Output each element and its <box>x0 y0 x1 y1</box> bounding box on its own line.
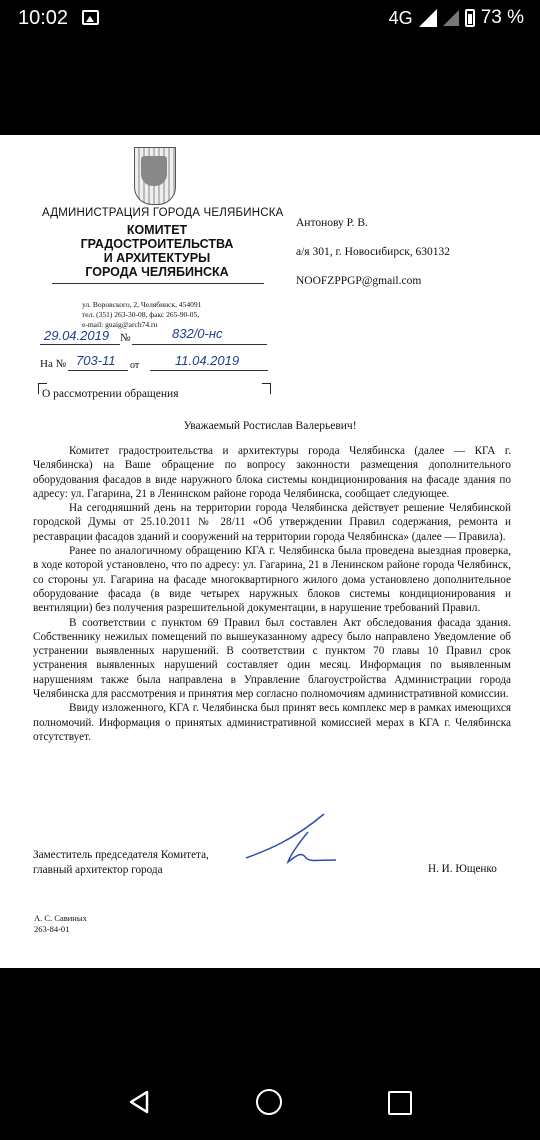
addressee-email: NOOFZPPGP@gmail.com <box>296 275 422 287</box>
form-line <box>40 344 120 345</box>
header-divider <box>52 283 264 284</box>
signal-icon <box>419 9 437 27</box>
battery-level: 73 % <box>480 7 524 28</box>
committee-line: КОМИТЕТ <box>126 223 188 237</box>
body-paragraph: На сегодняшний день на территории города Челябинска действует решение Челябинской городской Думы от 25.10.2011 № 28/11 «Об утверждении Правил содержания, ремонта и реставрации фасадов зданий и сооружений на территории города Челябинска» (далее — Правила). <box>33 502 511 543</box>
body-paragraph: Комитет градостроительства и архитектуры города Челябинска (далее — КГА г. Челябинска) на Ваше обращение по вопросу законности размещения дополнительного оборудования фасадов в виде наружного блока системы кондиционирования на фасаде здания по адресу: ул. Гагарина, 21 в Ленинском районе города Челябинска, сообщает следующее. <box>33 445 511 500</box>
status-time: 10:02 <box>18 7 69 29</box>
registration-date: 29.04.2019 <box>44 328 110 343</box>
coat-of-arms-icon <box>134 147 176 205</box>
administration-title: АДМИНИСТРАЦИЯ ГОРОДА ЧЕЛЯБИНСКА <box>42 207 284 219</box>
committee-line: ГОРОДА ЧЕЛЯБИНСКА <box>85 265 229 279</box>
executor-info <box>34 913 87 935</box>
reference-number: 703-11 <box>76 353 116 368</box>
number-sign: № <box>120 332 131 344</box>
signer-name: Н. И. Ющенко <box>428 863 497 875</box>
battery-icon <box>465 9 475 27</box>
committee-title <box>62 223 252 279</box>
addressee-address: а/я 301, г. Новосибирск, 630132 <box>296 246 451 258</box>
addressee-block <box>296 209 450 296</box>
committee-line: ГРАДОСТРОИТЕЛЬСТВА <box>80 237 234 251</box>
signer-title <box>33 848 209 877</box>
contact-line: e-mail: guaig@arch74.ru <box>82 320 158 329</box>
image-icon <box>82 10 99 25</box>
reference-label: На № <box>40 358 67 370</box>
executor-name: А. С. Савиных <box>34 913 87 923</box>
body-paragraph: Ввиду изложенного, КГА г. Челябинска был принят весь комплекс мер в рамках имеющихся полномочий. Информация о принятых административной комиссией мерах в КГА г. Челябинска отсутствует. <box>33 702 511 743</box>
letter-body <box>33 444 511 744</box>
signer-title-line: главный архитектор города <box>33 863 163 876</box>
reference-date: 11.04.2019 <box>175 353 240 368</box>
body-paragraph: Ранее по аналогичному обращению КГА г. Челябинска была проведена выездная проверка, в ходе которой установлено, что по адресу: ул. Гагарина, 21 в Ленинском районе города Челябинск, со стороны ул. Гагарина на фасаде многоквартирного жилого дома установлено дополнительное оборудование фасада (в виде четырех наружных блоков системы кондиционирования и вентиляции) без получения разрешительной документации, в нарушение требований Правил. <box>33 545 511 615</box>
form-line <box>132 344 267 345</box>
registration-number: 832/0-нс <box>172 326 223 341</box>
home-icon[interactable] <box>256 1089 282 1115</box>
contact-line: тел. (351) 263-30-08, факс 265-90-05, <box>82 310 200 319</box>
navigation-bar <box>0 1062 540 1140</box>
form-line <box>150 370 268 371</box>
form-line <box>68 370 128 371</box>
back-icon[interactable] <box>128 1090 150 1114</box>
signal-icon <box>443 10 459 26</box>
addressee-name: Антонову Р. В. <box>296 217 368 229</box>
letter-image[interactable] <box>0 135 540 968</box>
contact-line: ул. Воровского, 2, Челябинск, 454091 <box>82 300 202 309</box>
executor-phone: 263-84-01 <box>34 924 70 934</box>
reference-from-label: от <box>130 360 140 371</box>
body-paragraph: В соответствии с пунктом 69 Правил был составлен Акт обследования фасада здания. Собственнику нежилых помещений по вышеуказанному адресу было направлено Уведомление об устранении выявленных нарушений. В соответствии с пунктом 70 главы 10 Правил срок устранения выявленных нарушений составляет один месяц. Информация по выявленным нарушениям также была направлена в Управление благоустройства Администрации города Челябинска для рассмотрения и принятия мер согласно полномочиям административной комиссии. <box>33 616 511 701</box>
subject-bracket <box>262 383 271 394</box>
recent-apps-icon[interactable] <box>388 1091 412 1115</box>
greeting: Уважаемый Ростислав Валерьевич! <box>183 420 357 432</box>
handwritten-signature <box>238 810 338 868</box>
status-indicators <box>389 7 524 29</box>
status-bar <box>0 0 540 38</box>
network-type: 4G <box>388 7 413 28</box>
subject-line: О рассмотрении обращения <box>42 388 179 400</box>
signer-title-line: Заместитель председателя Комитета, <box>33 849 209 861</box>
committee-line: И АРХИТЕКТУРЫ <box>103 251 211 265</box>
